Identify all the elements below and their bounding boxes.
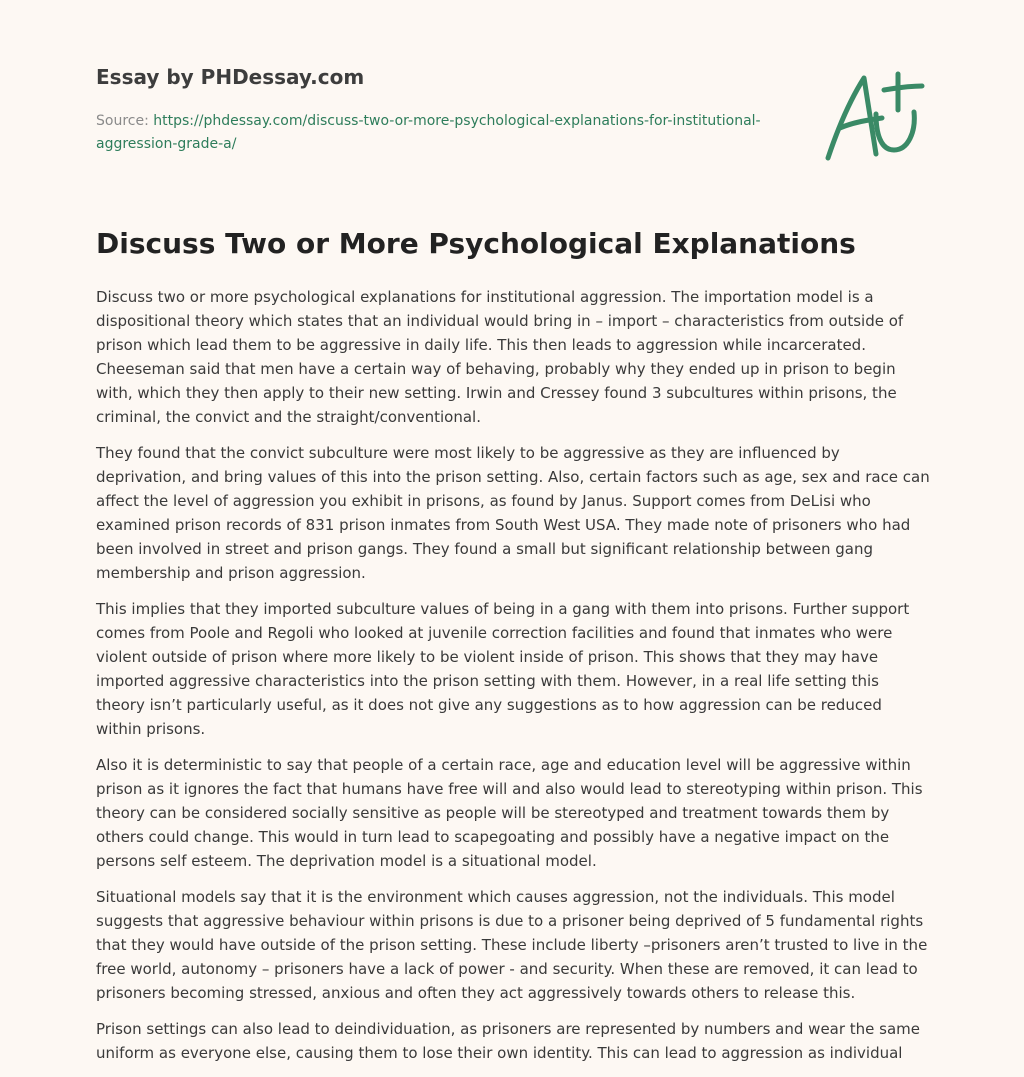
source-link[interactable]: https://phdessay.com/discuss-two-or-more-psychological-explanations-for-institutional-aggression-grade-a/ [96,113,761,152]
page-header [96,62,776,156]
site-brand: Essay by PHDessay.com [96,65,365,89]
a-plus-grade-icon [818,66,930,166]
essay-paragraph: They found that the convict subculture were most likely to be aggressive as they are influenced by deprivation, and bring values of this into the prison setting. Also, certain factors such as age, sex and race can affect the level of aggression you exhibit in prisons, as found by Janus. Support comes from DeLisi who examined prison records of 831 prison inmates from South West USA. They made note of prisoners who had been involved in street and prison gangs. They found a small but significant relationship between gang membership and prison aggression. [96,444,930,582]
essay-paragraph: Also it is deterministic to say that people of a certain race, age and education level will be aggressive within prison as it ignores the fact that humans have free will and also would lead to stereotyping within prison. This theory can be considered socially sensitive as people will be stereotyped and treatment towards them by others could change. This would in turn lead to scapegoating and possibly have a negative impact on the persons self esteem. The deprivation model is a situational model. [96,756,923,870]
essay-paragraph: Discuss two or more psychological explanations for institutional aggression. The importation model is a dispositional theory which states that an individual would bring in – import – characteristics from outside of prison which lead them to be aggressive in daily life. This then leads to aggression while incarcerated. Cheeseman said that men have a certain way of behaving, probably why they ended up in prison to begin with, which they then apply to their new setting. Irwin and Cressey found 3 subcultures within prisons, the criminal, the convict and the straight/conventional. [96,288,904,426]
essay-title: Discuss Two or More Psychological Explanations [96,227,856,260]
essay-body [96,285,932,1077]
source-label: Source: [96,113,154,129]
essay-paragraph: Situational models say that it is the environment which causes aggression, not the individuals. This model suggests that aggressive behaviour within prisons is due to a prisoner being deprived of 5 fundamental rights that they would have outside of the prison setting. These include liberty –prisoners aren’t trusted to live in the free world, autonomy – prisoners have a lack of power - and security. When these are removed, it can lead to prisoners becoming stressed, anxious and often they act aggressively towards others to release this. [96,888,928,1002]
essay-paragraph: Prison settings can also lead to deindividuation, as prisoners are represented by numbers and wear the same uniform as everyone else, causing them to lose their own identity. This can lead to aggression as individual [96,1020,921,1062]
source-line [96,110,776,156]
essay-paragraph: This implies that they imported subculture values of being in a gang with them into prisons. Further support comes from Poole and Regoli who looked at juvenile correction facilities and found that inmates who were violent outside of prison where more likely to be violent inside of prison. This shows that they may have imported aggressive characteristics into the prison setting with them. However, in a real life setting this theory isn’t particularly useful, as it does not give any suggestions as to how aggression can be reduced within prisons. [96,600,910,738]
